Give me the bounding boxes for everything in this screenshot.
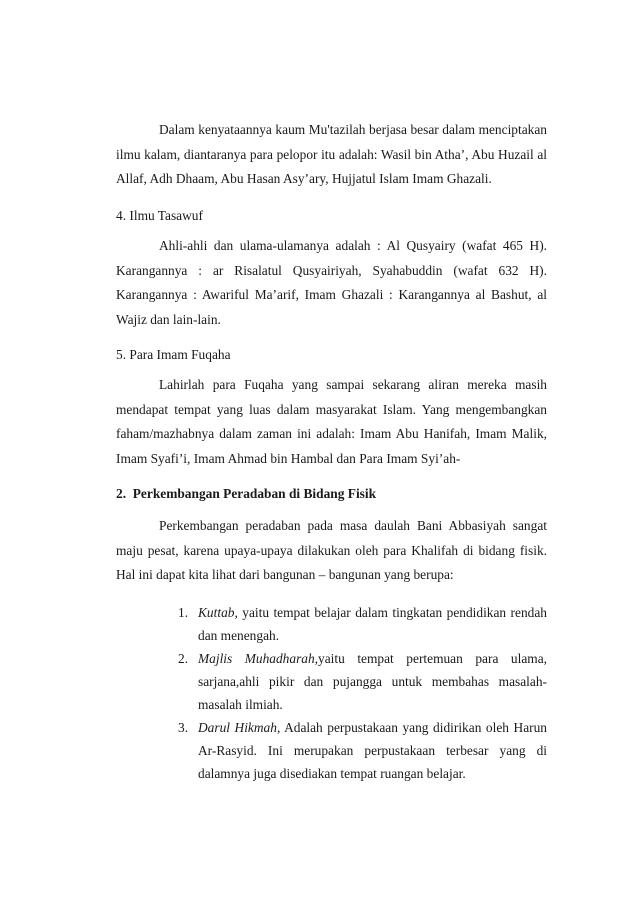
paragraph-fuqaha-text: Lahirlah para Fuqaha yang sampai sekarang aliran mereka masih mendapat tempat yang luas dalam masyarakat Islam. Yang mengembangkan faham/mazhabnya dalam zaman ini adalah: Imam Abu Hanifah, Imam Malik, Imam Syafi’i, Imam Ahmad bin Hambal dan Para Imam Syi’ah- [116, 377, 547, 466]
list-item [178, 716, 547, 785]
list-item-number: 1. [178, 605, 189, 620]
list-item [178, 601, 547, 647]
section-number: 2. [116, 486, 127, 501]
paragraph-peradaban [116, 514, 547, 588]
paragraph-peradaban-text: Perkembangan peradaban pada masa daulah Bani Abbasiyah sangat maju pesat, karena upaya-upaya dilakukan oleh para Khalifah di bidang fisik. Hal ini dapat kita lihat dari bangunan – bangunan yang berupa: [116, 518, 547, 583]
list-item [178, 647, 547, 716]
paragraph-kalam-text: Dalam kenyataannya kaum Mu'tazilah berjasa besar dalam menciptakan ilmu kalam, diantaranya para pelopor itu adalah: Wasil bin Atha’, Abu Huzail al Allaf, Adh Dhaam, Abu Hasan Asy’ary, Hujjatul Islam Imam Ghazali. [116, 122, 547, 187]
list-item-term: Darul Hikmah [198, 720, 277, 735]
list-item-text: , Adalah perpustakaan yang didirikan oleh Harun Ar-Rasyid. Ini merupakan perpustakaan terbesar yang di dalamnya juga disediakan tempat ruangan belajar. [198, 720, 547, 781]
paragraph-tasawuf [116, 234, 547, 332]
paragraph-tasawuf-text: Ahli-ahli dan ulama-ulamanya adalah : Al Qusyairy (wafat 465 H). Karangannya : ar Risalatul Qusyairiyah, Syahabuddin (wafat 632 H). Karangannya : Awariful Ma’arif, Imam Ghazali : Karangannya al Bashut, al Wajiz dan lain-lain. [116, 238, 547, 327]
list-item-text: yaitu tempat pertemuan para ulama, sarjana,ahli pikir dan pujangga untuk membahas masalah-masalah ilmiah. [198, 651, 547, 712]
paragraph-fuqaha [116, 373, 547, 471]
building-list [178, 601, 547, 785]
heading-ilmu-tasawuf: 4. Ilmu Tasawuf [116, 208, 203, 223]
list-item-term: Kuttab, [198, 605, 238, 620]
list-item-number: 3. [178, 720, 189, 735]
section-heading-peradaban-fisik [116, 482, 547, 507]
list-item-term: Majlis Muhadharah, [198, 651, 319, 666]
paragraph-kalam [116, 118, 547, 192]
list-item-text: yaitu tempat belajar dalam tingkatan pendidikan rendah dan menengah. [198, 605, 547, 643]
section-title: Perkembangan Peradaban di Bidang Fisik [132, 486, 377, 501]
heading-para-imam-fuqaha: 5. Para Imam Fuqaha [116, 347, 231, 362]
list-item-number: 2. [178, 651, 189, 666]
